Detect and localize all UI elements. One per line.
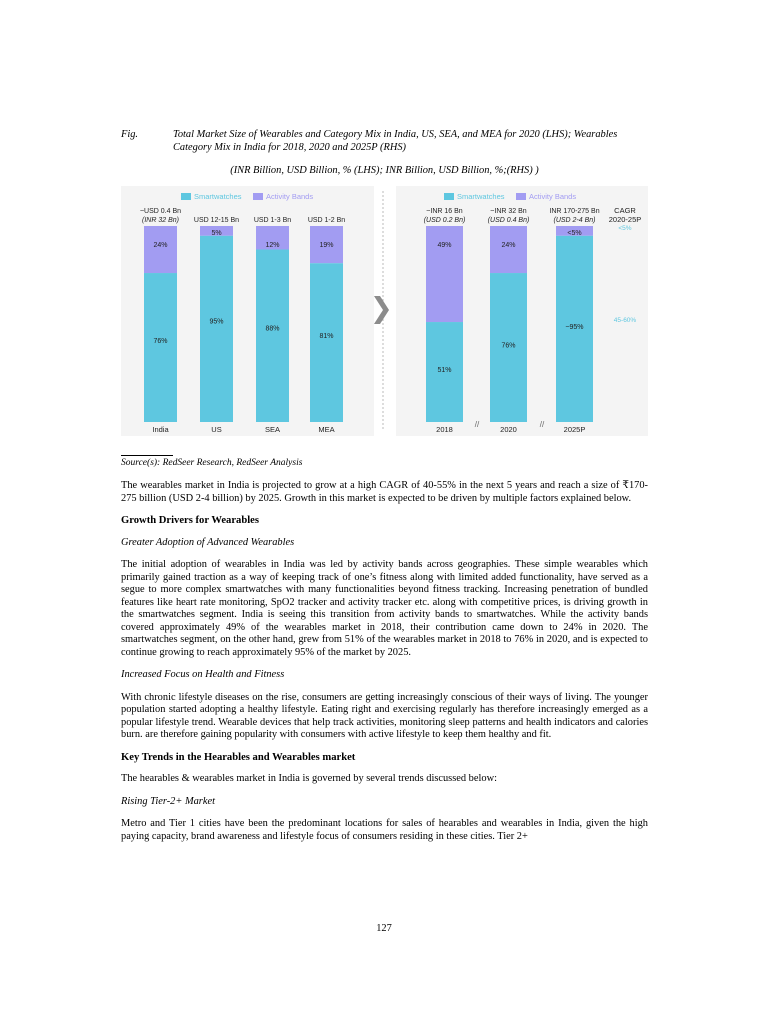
source-note: Source(s): RedSeer Research, RedSeer Analysis bbox=[121, 458, 303, 468]
left-bar-smartwatches-mea bbox=[310, 263, 343, 422]
right-label-activity-bands-2025p: <5% bbox=[567, 229, 582, 237]
left-total-sub-india: (INR 32 Bn) bbox=[142, 217, 179, 224]
left-label-smartwatches-sea: 88% bbox=[265, 325, 280, 333]
right-category-2020: 2020 bbox=[500, 425, 517, 434]
left-legend-smartwatches: Smartwatches bbox=[194, 192, 242, 201]
cagr-activity-bands: <5% bbox=[618, 225, 632, 232]
right-total-label-2018: ~INR 16 Bn bbox=[426, 208, 463, 215]
left-label-smartwatches-us: 95% bbox=[209, 318, 224, 326]
right-total-label-2025p: INR 170-275 Bn bbox=[549, 208, 600, 215]
left-label-activity-bands-india: 24% bbox=[153, 242, 168, 249]
cagr-smartwatches: 45-60% bbox=[613, 317, 637, 324]
heading-growth-drivers: Growth Drivers for Wearables bbox=[121, 515, 259, 526]
source-rule bbox=[121, 455, 173, 456]
subheading-health-fitness: Increased Focus on Health and Fitness bbox=[121, 669, 285, 680]
left-bar-smartwatches-sea bbox=[256, 250, 289, 422]
left-legend-activity-bands: Activity Bands bbox=[266, 192, 314, 201]
left-bar-smartwatches-india bbox=[144, 273, 177, 422]
right-label-activity-bands-2018: 49% bbox=[437, 242, 452, 249]
body-text bbox=[121, 480, 648, 853]
figure-caption: Total Market Size of Wearables and Category Mix in India, US, SEA, and MEA for 2020 (LHS); Wearables Category Mix in India for 2018, 2020 and 2025P (RHS) bbox=[173, 129, 618, 153]
right-label-activity-bands-2020: 24% bbox=[501, 242, 516, 249]
paragraph-health-fitness: With chronic lifestyle diseases on the rise, consumers are getting increasingly conscious of their ways of living. The younger population started adopting a healthy lifestyle. Eating right and exercising regularly has therefore increasingly emerged as a popular lifestyle trend. Wearable devices that help track activities, monitoring sleep patterns and health indicators and calories burn. are therefore gaining popularity with consumers with active lifestyle to keep them healthy and fit. bbox=[121, 691, 648, 740]
cagr-period: 2020-25P bbox=[608, 215, 642, 224]
right-axis-break-2: // bbox=[539, 420, 545, 429]
left-total-label-sea: USD 1-3 Bn bbox=[253, 217, 292, 224]
right-legend-swatch-smartwatches bbox=[444, 193, 454, 200]
left-label-smartwatches-mea: 81% bbox=[319, 332, 334, 340]
right-label-smartwatches-2018: 51% bbox=[437, 367, 452, 375]
page-number: 127 bbox=[376, 923, 392, 934]
right-legend-swatch-activity-bands bbox=[516, 193, 526, 200]
left-label-activity-bands-mea: 19% bbox=[319, 242, 334, 249]
left-label-activity-bands-us: 5% bbox=[211, 229, 222, 237]
figure-charts bbox=[121, 186, 648, 436]
left-category-india: India bbox=[152, 425, 169, 434]
paragraph-tier2: Metro and Tier 1 cities have been the predominant locations for sales of hearables and wearables in India, given the high paying capacity, brand awareness and lifestyle focus of consumers residing in these cities. Tier 2+ bbox=[121, 818, 648, 842]
left-bar-smartwatches-us bbox=[200, 236, 233, 422]
figure-units: (INR Billion, USD Billion, % (LHS); INR Billion, USD Billion, %;(RHS) ) bbox=[230, 165, 539, 176]
left-legend-swatch-smartwatches bbox=[181, 193, 191, 200]
left-category-sea: SEA bbox=[264, 425, 281, 434]
paragraph-advanced-wearables: The initial adoption of wearables in India was led by activity bands across geographies. These simple wearables which primarily gained traction as a way of keeping track of one’s fitness along with limited added functionality, have served as a segue to more complex smartwatches with many functionalities beyond fitness tracking. Increasing penetration of bundled features like heart rate monitoring, SpO2 tracker and activity tracker etc. along with competitive prices, is driving growth in the smartwatches segment. India is seeing this transition from activity bands to smartwatches. While the activity bands covered approximately 49% of the wearables market in 2018, their contribution came down to 24% in 2020. The smartwatches segment, on the other hand, grew from 51% of the wearables market in 2018 to 76% in 2020, and is expected to continue growing to reach approximately 95% of the market by 2025. bbox=[121, 559, 648, 658]
left-total-label-india: ~USD 0.4 Bn bbox=[139, 208, 182, 215]
intro-paragraph: The wearables market in India is projected to grow at a high CAGR of 40-55% in the next 5 years and reach a size of ₹170-275 billion (USD 2-4 billion) by 2025. Growth in this market is expected to be driven by multiple factors explained below. bbox=[121, 480, 648, 504]
transition-arrow bbox=[374, 296, 389, 324]
right-axis-break-1: // bbox=[474, 420, 480, 429]
left-category-mea: MEA bbox=[318, 425, 335, 434]
right-total-sub-2025p: (USD 2-4 Bn) bbox=[553, 217, 596, 224]
right-legend-smartwatches: Smartwatches bbox=[457, 192, 505, 201]
subheading-advanced-wearables: Greater Adoption of Advanced Wearables bbox=[121, 536, 295, 548]
figure-label: Fig. bbox=[121, 129, 139, 140]
paragraph-key-trends: The hearables & wearables market in India is governed by several trends discussed below: bbox=[121, 773, 497, 784]
right-total-sub-2018: (USD 0.2 Bn) bbox=[423, 217, 466, 224]
left-total-label-us: USD 12-15 Bn bbox=[193, 217, 240, 224]
subheading-tier2: Rising Tier-2+ Market bbox=[121, 795, 215, 807]
right-total-label-2020: ~INR 32 Bn bbox=[490, 208, 527, 215]
cagr-title: CAGR bbox=[614, 206, 636, 215]
right-bar-activity-bands-2020 bbox=[490, 226, 527, 273]
right-category-2025p: 2025P bbox=[563, 425, 586, 434]
left-label-smartwatches-india: 76% bbox=[153, 338, 168, 346]
right-bar-activity-bands-2018 bbox=[426, 226, 463, 322]
left-bar-activity-bands-india bbox=[144, 226, 177, 273]
left-legend-swatch-activity-bands bbox=[253, 193, 263, 200]
left-category-us: US bbox=[211, 425, 222, 434]
left-label-activity-bands-sea: 12% bbox=[265, 242, 280, 249]
right-label-smartwatches-2025p: ~95% bbox=[565, 323, 584, 331]
left-total-label-mea: USD 1-2 Bn bbox=[307, 217, 346, 224]
right-category-2018: 2018 bbox=[436, 425, 453, 434]
charts-svg bbox=[121, 186, 648, 436]
right-total-sub-2020: (USD 0.4 Bn) bbox=[487, 217, 530, 224]
right-legend-activity-bands: Activity Bands bbox=[529, 192, 577, 201]
right-label-smartwatches-2020: 76% bbox=[501, 342, 516, 350]
heading-key-trends: Key Trends in the Hearables and Wearables market bbox=[121, 751, 356, 763]
